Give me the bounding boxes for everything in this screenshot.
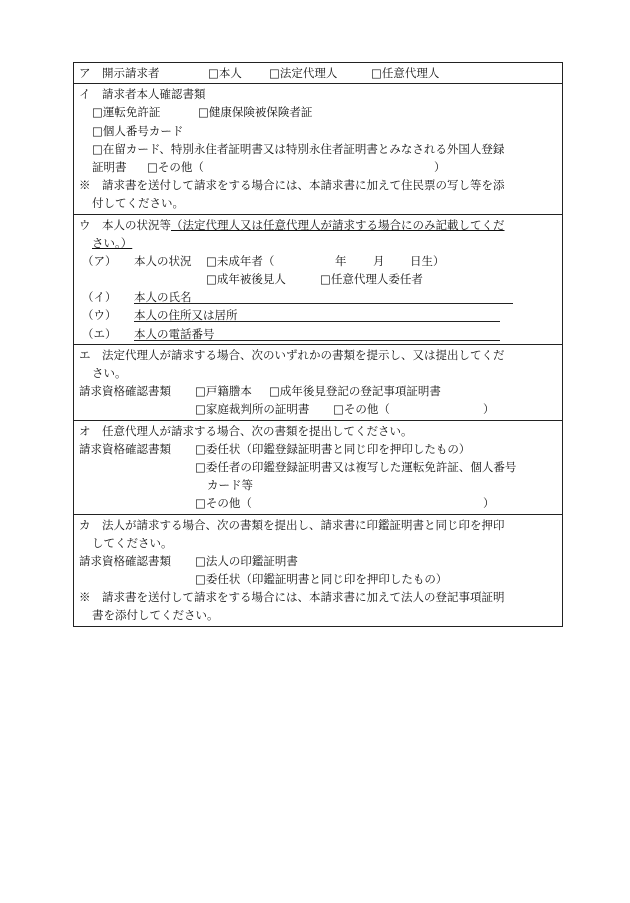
disclosure-request-form: [73, 62, 563, 627]
legal-agent-instruction-line2: さい。: [92, 366, 127, 380]
checkbox-legal-agent-other[interactable]: □その他（: [333, 402, 390, 417]
id-docs-row1: [79, 103, 557, 121]
person-name-row: [79, 288, 557, 306]
legal-agent-other-close-paren: ）: [483, 402, 495, 417]
checkbox-corporate-seal-certificate[interactable]: □法人の印鑑証明書: [195, 553, 298, 568]
status-row: [79, 252, 557, 270]
person-address-row: [79, 306, 557, 324]
checkbox-id-other[interactable]: □その他（: [147, 159, 204, 174]
birth-day-label: 日生）: [410, 253, 445, 268]
person-phone-label: 本人の電話番号: [134, 326, 215, 341]
checkbox-self[interactable]: □本人: [208, 66, 242, 80]
status-title-line2: [79, 234, 557, 252]
checkbox-guardianship-certificate[interactable]: □成年後見登記の登記事項証明書: [269, 384, 441, 399]
section-u-person-status: [74, 214, 562, 344]
legal-agent-instruction-line1: エ 法定代理人が請求する場合、次のいずれかの書類を提示し、又は提出してくだ: [79, 347, 505, 362]
voluntary-agent-docs-row3: [79, 476, 557, 494]
requester-row: [79, 64, 557, 82]
status-num: （ア）: [82, 253, 117, 268]
checkbox-my-number-card[interactable]: □個人番号カード: [92, 123, 184, 138]
corporation-docs-row1: [79, 552, 557, 570]
status-title-note: （法定代理人又は任意代理人が請求する場合にのみ記載してくだ: [171, 217, 505, 232]
id-docs-note-line1: ※ 請求書を送付して請求をする場合には、本請求書に加えて住民票の写し等を添: [79, 178, 505, 193]
voluntary-agent-instruction: オ 任意代理人が請求する場合、次の書類を提出してください。: [79, 423, 413, 438]
corporation-instruction-line1: カ 法人が請求する場合、次の書類を提出し、請求書に印鑑証明書と同じ印を押印: [79, 517, 505, 532]
checkbox-drivers-license[interactable]: □運転免許証: [92, 105, 161, 120]
status-title: ウ 本人の状況等: [79, 217, 171, 232]
section-a-requester: [74, 63, 562, 83]
voluntary-agent-docs-label: 請求資格確認書類: [79, 441, 171, 456]
person-phone-num: （エ）: [82, 326, 117, 341]
checkbox-family-court-certificate[interactable]: □家庭裁判所の証明書: [195, 402, 310, 417]
checkbox-family-register[interactable]: □戸籍謄本: [195, 384, 252, 399]
legal-agent-docs-row1: [79, 382, 557, 400]
person-phone-row: [79, 325, 557, 343]
checkbox-adult-ward[interactable]: □成年被後見人: [206, 272, 286, 287]
person-address-field[interactable]: [134, 321, 500, 322]
person-phone-field[interactable]: [134, 340, 500, 341]
checkbox-voluntary-principal[interactable]: □任意代理人委任者: [320, 272, 423, 287]
residence-card-continued: 証明書: [92, 159, 127, 174]
section-o-voluntary-agent: [74, 420, 562, 514]
checkbox-power-of-attorney[interactable]: □委任状（印鑑登録証明書と同じ印を押印したもの）: [195, 441, 471, 456]
voluntary-agent-docs-row4: [79, 494, 557, 512]
section-i-id-documents: [74, 83, 562, 213]
id-docs-title: イ 請求者本人確認書類: [79, 87, 206, 102]
requester-label: ア 開示請求者: [79, 66, 160, 80]
checkbox-corporate-power-of-attorney[interactable]: □委任状（印鑑証明書と同じ印を押印したもの）: [195, 572, 448, 587]
corporation-instruction-line2: してください。: [92, 535, 173, 550]
checkbox-health-insurance[interactable]: □健康保険被保険者証: [198, 105, 313, 120]
person-address-label: 本人の住所又は居所: [134, 308, 238, 323]
person-address-num: （ウ）: [82, 308, 117, 323]
corporation-note-line1: ※ 請求書を送付して請求をする場合には、本請求書に加えて法人の登記事項証明: [79, 590, 505, 605]
person-name-field[interactable]: [134, 303, 513, 304]
checkbox-voluntary-agent[interactable]: □任意代理人: [371, 66, 440, 80]
legal-agent-docs-label: 請求資格確認書類: [79, 384, 171, 399]
checkbox-voluntary-agent-other[interactable]: □その他（: [195, 496, 252, 511]
checkbox-legal-agent[interactable]: □法定代理人: [269, 66, 338, 80]
checkbox-principal-seal-certificate[interactable]: □委任者の印鑑登録証明書又は複写した運転免許証、個人番号: [195, 459, 517, 474]
id-other-close-paren: ）: [434, 159, 446, 174]
status-label: 本人の状況: [134, 253, 192, 268]
checkbox-minor[interactable]: □未成年者（: [206, 253, 275, 268]
section-ka-corporation: [74, 514, 562, 626]
corporation-docs-row2: [79, 570, 557, 588]
corporation-note-line2: 書を添付してください。: [92, 608, 219, 623]
id-docs-note-line2: 付してください。: [92, 196, 184, 211]
status-title-note-cont: さい。）: [92, 235, 133, 250]
principal-seal-certificate-continued: カード等: [207, 478, 253, 493]
person-name-num: （イ）: [82, 290, 117, 305]
legal-agent-docs-row2: [79, 400, 557, 418]
id-docs-row4: [79, 158, 557, 176]
voluntary-agent-docs-row2: [79, 458, 557, 476]
section-e-legal-agent: [74, 344, 562, 420]
voluntary-agent-docs-row1: [79, 440, 557, 458]
voluntary-agent-other-close-paren: ）: [483, 496, 495, 511]
corporation-docs-label: 請求資格確認書類: [79, 553, 171, 568]
birth-year-label: 年: [335, 253, 347, 268]
birth-month-label: 月: [373, 253, 385, 268]
status-row2: [79, 270, 557, 288]
status-title-line1: [79, 216, 557, 234]
checkbox-residence-card[interactable]: □在留カード、特別永住者証明書又は特別永住者証明書とみなされる外国人登録: [92, 141, 505, 156]
person-name-label: 本人の氏名: [134, 290, 192, 305]
